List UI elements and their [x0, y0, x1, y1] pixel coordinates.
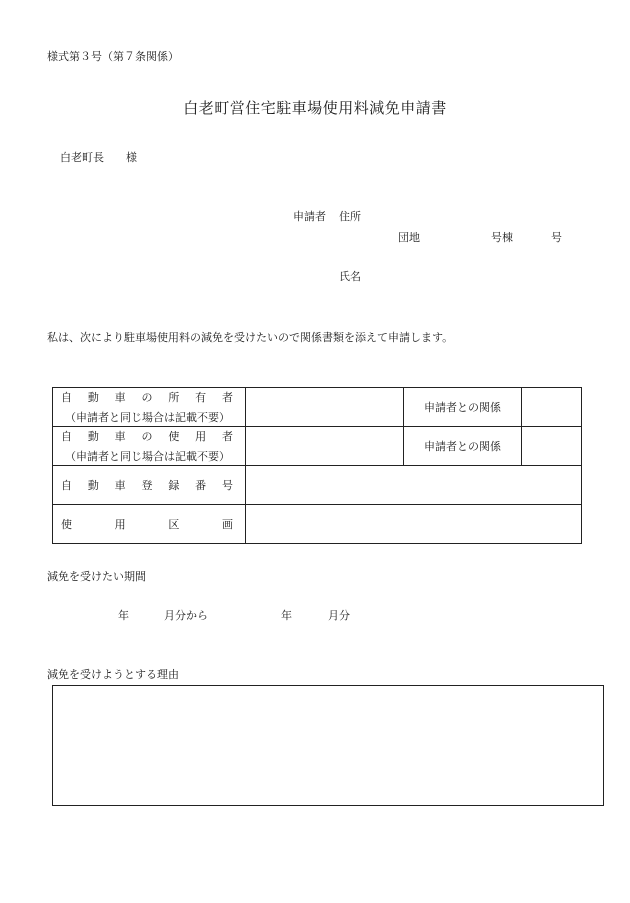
- label-char: 自: [61, 391, 72, 404]
- owner-value-cell[interactable]: [246, 388, 404, 427]
- table-row: [53, 466, 582, 505]
- label-char: 自: [61, 479, 72, 492]
- name-label: 氏名: [339, 270, 361, 283]
- label-char: 動: [87, 479, 99, 492]
- label-char: 用: [195, 430, 207, 443]
- form-number: 様式第３号（第７条関係）: [47, 50, 179, 63]
- applicant-label: 申請者: [293, 210, 326, 223]
- address-label: 住所: [339, 210, 361, 223]
- label-char: 使: [168, 430, 180, 443]
- period-month-from: 月分から: [164, 609, 208, 622]
- period-label: 減免を受けたい期間: [47, 570, 146, 583]
- label-char: 動: [87, 391, 99, 404]
- addressee: [60, 151, 137, 165]
- application-statement: 私は、次により駐車場使用料の減免を受けたいので関係書類を添えて申請します。: [47, 331, 454, 344]
- label-char: 者: [221, 430, 233, 443]
- owner-label-cell: [53, 388, 246, 427]
- label-char: 用: [114, 518, 126, 531]
- period-year-start: 年: [118, 609, 129, 622]
- label-char: 車: [114, 479, 126, 492]
- registration-label-cell: [53, 466, 246, 505]
- label-char: 者: [221, 391, 233, 404]
- label-char: 使: [61, 518, 72, 531]
- user-value-cell[interactable]: [246, 427, 404, 466]
- owner-label: [53, 389, 245, 405]
- label-char: 車: [114, 391, 126, 404]
- user-label-cell: [53, 427, 246, 466]
- label-char: 動: [87, 430, 99, 443]
- label-char: の: [141, 391, 153, 404]
- label-char: 画: [221, 518, 233, 531]
- vehicle-info-table: [52, 387, 582, 544]
- registration-label: [53, 477, 245, 493]
- label-char: 有: [195, 391, 207, 404]
- reason-input-box[interactable]: [52, 685, 604, 806]
- document-title: 白老町営住宅駐車場使用料減免申請書: [183, 99, 447, 117]
- table-row: [53, 388, 582, 427]
- building-number-label: 号棟: [491, 231, 513, 244]
- label-char: 番: [195, 479, 207, 492]
- table-row: [53, 427, 582, 466]
- label-char: の: [141, 430, 153, 443]
- addressee-office: 白老町長: [60, 151, 104, 164]
- owner-relation-value-cell[interactable]: [522, 388, 582, 427]
- owner-relation-label: 申請者との関係: [404, 388, 522, 427]
- label-char: 車: [114, 430, 126, 443]
- user-relation-value-cell[interactable]: [522, 427, 582, 466]
- section-value-cell[interactable]: [246, 505, 582, 544]
- period-month-to: 月分: [328, 609, 350, 622]
- table-row: [53, 505, 582, 544]
- label-char: 所: [168, 391, 180, 404]
- user-label: [53, 428, 245, 444]
- section-label-cell: [53, 505, 246, 544]
- label-char: 自: [61, 430, 72, 443]
- room-number-label: 号: [551, 231, 562, 244]
- user-note: （申請者と同じ場合は記載不要）: [65, 450, 230, 463]
- label-char: 登: [141, 479, 153, 492]
- section-label: [53, 516, 245, 532]
- label-char: 号: [221, 479, 233, 492]
- registration-value-cell[interactable]: [246, 466, 582, 505]
- user-relation-label: 申請者との関係: [404, 427, 522, 466]
- label-char: 録: [168, 479, 180, 492]
- period-year-end: 年: [281, 609, 292, 622]
- reason-label: 減免を受けようとする理由: [47, 668, 179, 681]
- danchi-label: 団地: [398, 231, 420, 244]
- owner-note: （申請者と同じ場合は記載不要）: [65, 411, 230, 424]
- addressee-honorific: 様: [126, 151, 137, 164]
- label-char: 区: [168, 518, 180, 531]
